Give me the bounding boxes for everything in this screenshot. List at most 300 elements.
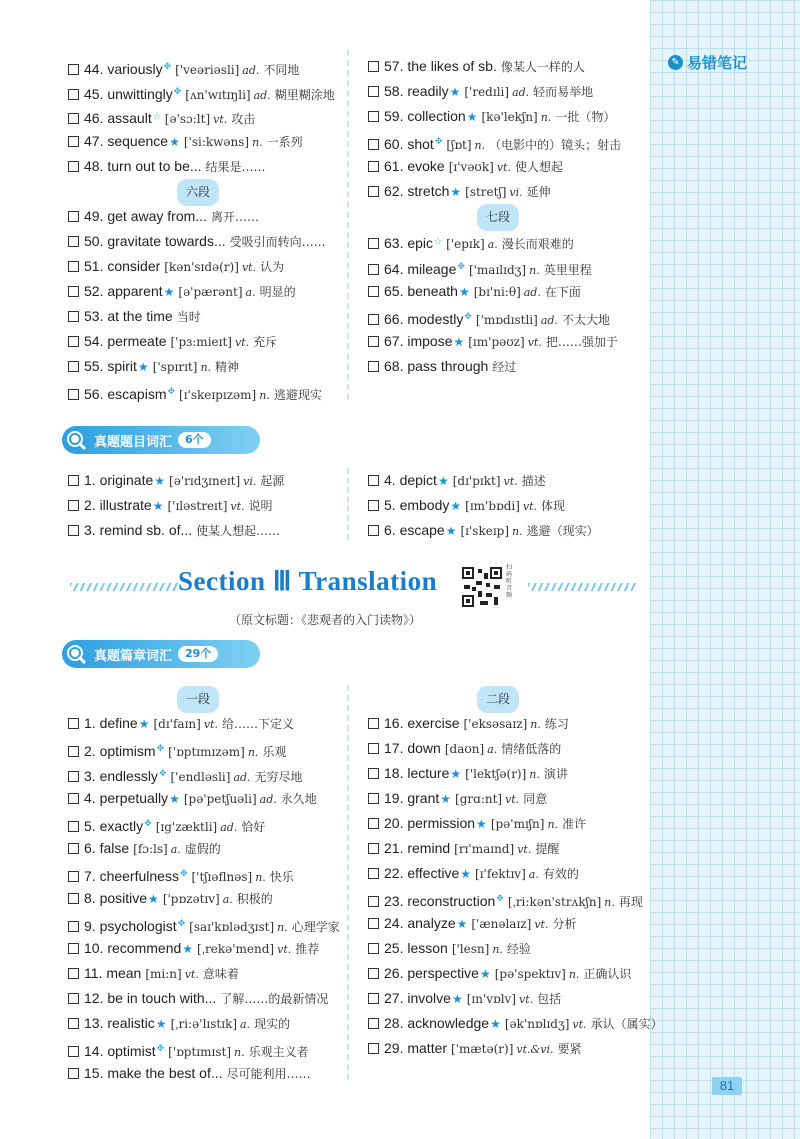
chinese-meaning: 演讲 bbox=[543, 767, 568, 781]
word-column-bottom-right bbox=[368, 686, 663, 1061]
vocab-word: 50. gravitate towards... bbox=[84, 233, 226, 249]
star-icon: ★ bbox=[458, 285, 470, 299]
chinese-meaning: 无穷尽地 bbox=[254, 770, 303, 784]
checkbox-icon[interactable] bbox=[68, 771, 79, 782]
part-of-speech: a. bbox=[170, 843, 181, 856]
vocab-item bbox=[368, 961, 663, 986]
part-of-speech: n. bbox=[259, 389, 270, 402]
checkbox-icon[interactable] bbox=[368, 1043, 379, 1054]
paragraph-label: 一段 bbox=[177, 686, 219, 713]
phonetic: [dɪ'faɪn] bbox=[153, 717, 201, 731]
vocab-word: 6. false bbox=[84, 840, 130, 856]
chinese-meaning: 受吸引而转向…… bbox=[229, 235, 326, 249]
checkbox-icon[interactable] bbox=[68, 89, 79, 100]
part-of-speech: n. bbox=[492, 943, 503, 956]
vocab-word: 46. assault bbox=[84, 110, 152, 126]
vocab-item bbox=[368, 1011, 663, 1036]
checkbox-icon[interactable] bbox=[368, 743, 379, 754]
frequency-mark-icon: ✥ bbox=[177, 918, 186, 928]
vocab-word: 24. analyze bbox=[384, 915, 456, 931]
checkbox-icon[interactable] bbox=[368, 718, 379, 729]
vocab-word: 10. recommend bbox=[84, 940, 182, 956]
phonetic: ['lektʃə(r)] bbox=[465, 767, 527, 781]
vocab-item bbox=[68, 154, 335, 179]
vocab-word: 16. exercise bbox=[384, 715, 460, 731]
word-column-top-left bbox=[68, 54, 335, 404]
paragraph-label-row bbox=[368, 686, 628, 711]
chinese-meaning: 说明 bbox=[248, 499, 273, 513]
phonetic: ['redɪli] bbox=[464, 85, 510, 99]
vocab-item bbox=[68, 104, 335, 129]
chinese-meaning: 尽可能利用…… bbox=[226, 1067, 311, 1081]
vocab-item bbox=[68, 811, 340, 836]
vocab-word: 8. positive bbox=[84, 890, 148, 906]
star-icon: ★ bbox=[182, 942, 194, 956]
checkbox-icon[interactable] bbox=[368, 968, 379, 979]
vocab-item bbox=[68, 1036, 340, 1061]
vocab-word: 4. depict bbox=[384, 472, 437, 488]
vocab-word: 62. stretch bbox=[384, 183, 450, 199]
phonetic: [ɪg'zæktli] bbox=[155, 820, 218, 834]
vocab-item bbox=[368, 986, 663, 1011]
part-of-speech: n. bbox=[530, 718, 541, 731]
part-of-speech: vt. bbox=[505, 793, 520, 806]
vocab-item bbox=[68, 711, 340, 736]
vocab-item bbox=[68, 468, 284, 493]
checkbox-icon[interactable] bbox=[68, 893, 79, 904]
part-of-speech: vt. bbox=[503, 475, 518, 488]
phonetic: [daʊn] bbox=[444, 742, 485, 756]
vocab-item bbox=[368, 711, 663, 736]
vocab-word: 14. optimist bbox=[84, 1043, 156, 1059]
part-of-speech: ad. bbox=[242, 64, 260, 77]
vocab-item bbox=[368, 354, 628, 379]
checkbox-icon[interactable] bbox=[68, 921, 79, 932]
vocab-item bbox=[68, 836, 340, 861]
phonetic: [rɪ'maɪnd] bbox=[454, 842, 515, 856]
checkbox-icon[interactable] bbox=[68, 718, 79, 729]
vocab-item bbox=[368, 836, 663, 861]
phonetic: ['pɜ:mieɪt] bbox=[170, 335, 232, 349]
checkbox-icon[interactable] bbox=[368, 314, 379, 325]
star-icon: ★ bbox=[440, 792, 452, 806]
vocab-word: 1. define bbox=[84, 715, 138, 731]
chinese-meaning: 漫长而艰难的 bbox=[501, 237, 574, 251]
qr-code-icon[interactable] bbox=[462, 567, 502, 607]
checkbox-icon[interactable] bbox=[368, 475, 379, 486]
vocab-word: 20. permission bbox=[384, 815, 476, 831]
phonetic: [pə'mɪʃn] bbox=[490, 817, 545, 831]
star-icon: ★ bbox=[169, 792, 180, 806]
vocab-item bbox=[368, 1036, 663, 1061]
checkbox-icon[interactable] bbox=[68, 843, 79, 854]
chinese-meaning: 给……下定义 bbox=[221, 717, 294, 731]
checkbox-icon[interactable] bbox=[68, 261, 79, 272]
decor-stripe-left bbox=[70, 583, 178, 591]
part-of-speech: vt. bbox=[234, 336, 250, 349]
part-of-speech: a. bbox=[240, 1018, 251, 1031]
vocab-word: 58. readily bbox=[384, 83, 449, 99]
phonetic: [ɪ'fektɪv] bbox=[475, 867, 526, 881]
chinese-meaning: 逃避（现实） bbox=[526, 524, 599, 538]
word-column-mid-left bbox=[68, 468, 284, 543]
banner-passage-vocab bbox=[62, 640, 260, 668]
part-of-speech: n. bbox=[234, 1046, 245, 1059]
chinese-meaning: 一系列 bbox=[266, 135, 303, 149]
word-column-mid-right bbox=[368, 468, 599, 543]
part-of-speech: vt. bbox=[184, 968, 199, 981]
vocab-word: 6. escape bbox=[384, 522, 445, 538]
chinese-meaning: 要紧 bbox=[557, 1042, 582, 1056]
checkbox-icon[interactable] bbox=[68, 1018, 79, 1029]
chinese-meaning: 练习 bbox=[544, 717, 569, 731]
checkbox-icon[interactable] bbox=[368, 61, 379, 72]
chinese-meaning: 永久地 bbox=[280, 792, 317, 806]
banner-count: 6个 bbox=[178, 432, 211, 448]
chinese-meaning: 离开…… bbox=[210, 210, 259, 224]
checkbox-icon[interactable] bbox=[68, 161, 79, 172]
chinese-meaning: 同意 bbox=[523, 792, 548, 806]
phonetic: [mi:n] bbox=[145, 967, 182, 981]
chinese-meaning: （电影中的）镜头；射击 bbox=[489, 138, 622, 152]
checkbox-icon[interactable] bbox=[68, 136, 79, 147]
frequency-mark-icon: ✥ bbox=[158, 768, 167, 778]
word-column-top-right bbox=[368, 54, 628, 379]
vocab-word: 5. exactly bbox=[84, 818, 144, 834]
vocab-word: 17. down bbox=[384, 740, 441, 756]
vocab-word: 47. sequence bbox=[84, 133, 169, 149]
star-icon: ★ bbox=[154, 474, 166, 488]
vocab-item bbox=[68, 204, 335, 229]
vocab-word: 15. make the best of... bbox=[84, 1065, 223, 1081]
pen-icon: ✎ bbox=[668, 55, 683, 70]
part-of-speech: n. bbox=[540, 111, 552, 124]
part-of-speech: n. bbox=[604, 896, 615, 909]
frequency-mark-icon: ✥ bbox=[156, 743, 165, 753]
phonetic: ['mɒdɪstli] bbox=[475, 313, 538, 327]
checkbox-icon[interactable] bbox=[68, 871, 79, 882]
vocab-item bbox=[68, 229, 335, 254]
phonetic: [ɪ'skeɪp] bbox=[460, 524, 510, 538]
decor-stripe-right bbox=[528, 583, 636, 591]
paragraph-label: 二段 bbox=[477, 686, 519, 713]
part-of-speech: n. bbox=[512, 525, 523, 538]
checkbox-icon[interactable] bbox=[68, 113, 79, 124]
star-icon: ★ bbox=[450, 767, 462, 781]
checkbox-icon[interactable] bbox=[68, 311, 79, 322]
checkbox-icon[interactable] bbox=[68, 211, 79, 222]
checkbox-icon[interactable] bbox=[368, 896, 379, 907]
vocab-word: 55. spirit bbox=[84, 358, 137, 374]
vocab-item bbox=[68, 518, 284, 543]
phonetic: [ʌn'wɪtɪŋli] bbox=[185, 88, 251, 102]
checkbox-icon[interactable] bbox=[68, 525, 79, 536]
star-icon: ★ bbox=[479, 967, 491, 981]
vocab-item bbox=[68, 986, 340, 1011]
part-of-speech: ad. bbox=[220, 821, 238, 834]
chinese-meaning: 攻击 bbox=[231, 112, 256, 126]
paragraph-label: 六段 bbox=[177, 179, 219, 206]
checkbox-icon[interactable] bbox=[368, 993, 379, 1004]
vocab-item bbox=[368, 911, 663, 936]
vocab-item bbox=[368, 936, 663, 961]
part-of-speech: n. bbox=[247, 746, 259, 759]
vocab-item bbox=[68, 886, 340, 911]
sidebar-title bbox=[668, 52, 747, 73]
checkbox-icon[interactable] bbox=[368, 768, 379, 779]
vocab-word: 23. reconstruction bbox=[384, 893, 496, 909]
checkbox-icon[interactable] bbox=[68, 236, 79, 247]
vocab-word: 7. cheerfulness bbox=[84, 868, 179, 884]
phonetic: [pə'petʃuəli] bbox=[183, 792, 257, 806]
checkbox-icon[interactable] bbox=[368, 525, 379, 536]
vocab-word: 27. involve bbox=[384, 990, 451, 1006]
part-of-speech: vt. bbox=[496, 161, 511, 174]
column-divider bbox=[347, 685, 349, 1080]
checkbox-icon[interactable] bbox=[368, 238, 379, 249]
chinese-meaning: 承认（属实） bbox=[590, 1017, 663, 1031]
vocab-item bbox=[368, 329, 628, 354]
vocab-item bbox=[368, 229, 628, 254]
vocab-word: 2. illustrate bbox=[84, 497, 152, 513]
vocab-item bbox=[68, 379, 335, 404]
frequency-mark-icon: ✥ bbox=[434, 136, 443, 146]
phonetic: ['ɒptɪmɪst] bbox=[168, 1045, 232, 1059]
phonetic: ['pɒzətɪv] bbox=[162, 892, 220, 906]
checkbox-icon[interactable] bbox=[68, 968, 79, 979]
part-of-speech: n. bbox=[277, 921, 288, 934]
chinese-meaning: 乐观 bbox=[262, 745, 287, 759]
vocab-item bbox=[368, 886, 663, 911]
star-icon: ★ bbox=[450, 499, 462, 513]
chinese-meaning: 使人想起 bbox=[514, 160, 563, 174]
vocab-word: 65. beneath bbox=[384, 283, 458, 299]
chinese-meaning: 充斥 bbox=[253, 335, 278, 349]
phonetic: [bɪ'ni:θ] bbox=[473, 285, 521, 299]
chinese-meaning: 描述 bbox=[521, 474, 546, 488]
phonetic: [ək'nɒlɪdʒ] bbox=[504, 1017, 570, 1031]
vocab-item bbox=[68, 911, 340, 936]
checkbox-icon[interactable] bbox=[368, 793, 379, 804]
vocab-item bbox=[68, 79, 335, 104]
vocab-item bbox=[68, 54, 335, 79]
chinese-meaning: 认为 bbox=[260, 260, 285, 274]
vocab-item bbox=[68, 493, 284, 518]
checkbox-icon[interactable] bbox=[368, 500, 379, 511]
checkbox-icon[interactable] bbox=[368, 868, 379, 879]
part-of-speech: n. bbox=[529, 264, 540, 277]
chinese-meaning: 不太大地 bbox=[561, 313, 610, 327]
vocab-word: 61. evoke bbox=[384, 158, 445, 174]
part-of-speech: vt. bbox=[572, 1018, 587, 1031]
phonetic: [kən'sɪdə(r)] bbox=[164, 260, 239, 274]
checkbox-icon[interactable] bbox=[368, 139, 379, 150]
phonetic: [pə'spektɪv] bbox=[494, 967, 566, 981]
chinese-meaning: 现实的 bbox=[254, 1017, 291, 1031]
part-of-speech: a. bbox=[245, 286, 256, 299]
vocab-word: 45. unwittingly bbox=[84, 86, 173, 102]
phonetic: [ə'rɪdʒɪneɪt] bbox=[169, 474, 241, 488]
phonetic: [grɑ:nt] bbox=[455, 792, 503, 806]
vocab-item bbox=[368, 736, 663, 761]
frequency-mark-icon: ✥ bbox=[464, 311, 472, 321]
chinese-meaning: 体现 bbox=[541, 499, 566, 513]
checkbox-icon[interactable] bbox=[68, 943, 79, 954]
checkbox-icon[interactable] bbox=[368, 161, 379, 172]
outline-star-icon: ☆ bbox=[434, 236, 443, 246]
checkbox-icon[interactable] bbox=[68, 500, 79, 511]
vocab-item bbox=[368, 761, 663, 786]
chinese-meaning: 逃避现实 bbox=[273, 388, 322, 402]
vocab-word: 60. shot bbox=[384, 136, 434, 152]
vocab-word: 68. pass through bbox=[384, 358, 489, 374]
checkbox-icon[interactable] bbox=[368, 111, 379, 122]
vocab-word: 1. originate bbox=[84, 472, 154, 488]
part-of-speech: vi. bbox=[243, 475, 257, 488]
phonetic: [ˌri:ə'lɪstɪk] bbox=[170, 1017, 238, 1031]
phonetic: [ɪ'skeɪpɪzəm] bbox=[179, 388, 257, 402]
vocab-word: 13. realistic bbox=[84, 1015, 155, 1031]
part-of-speech: vt. bbox=[230, 500, 245, 513]
checkbox-icon[interactable] bbox=[368, 361, 379, 372]
checkbox-icon[interactable] bbox=[68, 1068, 79, 1079]
star-icon: ★ bbox=[163, 285, 175, 299]
vocab-item bbox=[68, 279, 335, 304]
checkbox-icon[interactable] bbox=[68, 746, 79, 757]
vocab-item bbox=[368, 786, 663, 811]
part-of-speech: vt. bbox=[213, 113, 228, 126]
phonetic: ['si:kwəns] bbox=[183, 135, 250, 149]
vocab-word: 9. psychologist bbox=[84, 918, 177, 934]
part-of-speech: vt. bbox=[277, 943, 292, 956]
part-of-speech: n. bbox=[255, 871, 266, 884]
vocab-word: 53. at the time bbox=[84, 308, 173, 324]
star-icon: ★ bbox=[449, 85, 461, 99]
phonetic: [kə'lekʃn] bbox=[481, 110, 538, 124]
phonetic: ['maɪlɪdʒ] bbox=[468, 263, 527, 277]
part-of-speech: ad. bbox=[259, 793, 277, 806]
part-of-speech: a. bbox=[528, 868, 539, 881]
vocab-word: 49. get away from... bbox=[84, 208, 207, 224]
vocab-item bbox=[368, 493, 599, 518]
outline-star-icon: ☆ bbox=[152, 111, 161, 121]
phonetic: ['ɪləstreɪt] bbox=[167, 499, 228, 513]
star-icon: ★ bbox=[152, 499, 164, 513]
vocab-item bbox=[368, 79, 628, 104]
chinese-meaning: 英里里程 bbox=[543, 263, 592, 277]
checkbox-icon[interactable] bbox=[68, 361, 79, 372]
chinese-meaning: 使某人想起…… bbox=[196, 524, 281, 538]
checkbox-icon[interactable] bbox=[368, 1018, 379, 1029]
phonetic: ['veəriəsli] bbox=[175, 63, 240, 77]
checkbox-icon[interactable] bbox=[368, 86, 379, 97]
checkbox-icon[interactable] bbox=[368, 286, 379, 297]
vocab-item bbox=[368, 179, 628, 204]
checkbox-icon[interactable] bbox=[368, 336, 379, 347]
phonetic: [ˌrekə'mend] bbox=[197, 942, 275, 956]
part-of-speech: vi. bbox=[509, 186, 523, 199]
checkbox-icon[interactable] bbox=[68, 64, 79, 75]
phonetic: ['spɪrɪt] bbox=[152, 360, 198, 374]
chinese-meaning: 情绪低落的 bbox=[501, 742, 562, 756]
chinese-meaning: 糊里糊涂地 bbox=[274, 88, 335, 102]
chinese-meaning: 经过 bbox=[492, 360, 517, 374]
chinese-meaning: 延伸 bbox=[526, 185, 551, 199]
checkbox-icon[interactable] bbox=[368, 918, 379, 929]
vocab-item bbox=[368, 104, 628, 129]
part-of-speech: n. bbox=[547, 818, 559, 831]
checkbox-icon[interactable] bbox=[68, 286, 79, 297]
checkbox-icon[interactable] bbox=[68, 475, 79, 486]
checkbox-icon[interactable] bbox=[68, 336, 79, 347]
vocab-item bbox=[368, 279, 628, 304]
vocab-word: 2. optimism bbox=[84, 743, 156, 759]
vocab-item bbox=[68, 786, 340, 811]
checkbox-icon[interactable] bbox=[368, 264, 379, 275]
sidebar-title-text: 易错笔记 bbox=[687, 54, 748, 72]
vocab-word: 29. matter bbox=[384, 1040, 448, 1056]
chinese-meaning: 快乐 bbox=[269, 870, 294, 884]
part-of-speech: vt.&vi. bbox=[516, 1043, 554, 1056]
star-icon: ★ bbox=[451, 992, 463, 1006]
part-of-speech: n. bbox=[200, 361, 212, 374]
vocab-word: 18. lecture bbox=[384, 765, 450, 781]
vocab-item bbox=[68, 936, 340, 961]
paragraph-label-row bbox=[68, 686, 328, 711]
word-column-bottom-left bbox=[68, 686, 340, 1086]
star-icon: ★ bbox=[476, 817, 487, 831]
banner-label: 真题题目词汇 bbox=[94, 434, 173, 450]
banner-count: 29个 bbox=[178, 646, 218, 662]
vocab-word: 19. grant bbox=[384, 790, 440, 806]
checkbox-icon[interactable] bbox=[368, 818, 379, 829]
vocab-item bbox=[68, 861, 340, 886]
vocab-item bbox=[368, 811, 663, 836]
vocab-item bbox=[68, 354, 335, 379]
part-of-speech: vt. bbox=[517, 843, 532, 856]
frequency-mark-icon: ✥ bbox=[167, 386, 176, 396]
vocab-item bbox=[368, 304, 628, 329]
section-heading bbox=[178, 566, 437, 597]
qr-caption: 扫码听音频 bbox=[506, 564, 513, 599]
phonetic: [ʃɒt] bbox=[446, 138, 472, 152]
vocab-word: 3. remind sb. of... bbox=[84, 522, 193, 538]
checkbox-icon[interactable] bbox=[68, 793, 79, 804]
checkbox-icon[interactable] bbox=[68, 821, 79, 832]
star-icon: ★ bbox=[450, 185, 462, 199]
phonetic: [ɪn'vɒlv] bbox=[466, 992, 517, 1006]
chinese-meaning: 积极的 bbox=[236, 892, 273, 906]
part-of-speech: ad. bbox=[233, 771, 251, 784]
checkbox-icon[interactable] bbox=[368, 943, 379, 954]
chinese-meaning: 正确认识 bbox=[583, 967, 632, 981]
frequency-mark-icon: ✥ bbox=[156, 1043, 165, 1053]
vocab-item bbox=[68, 761, 340, 786]
checkbox-icon[interactable] bbox=[368, 186, 379, 197]
checkbox-icon[interactable] bbox=[68, 389, 79, 400]
checkbox-icon[interactable] bbox=[68, 1046, 79, 1057]
vocab-word: 21. remind bbox=[384, 840, 451, 856]
checkbox-icon[interactable] bbox=[368, 843, 379, 854]
chinese-meaning: 恰好 bbox=[241, 820, 266, 834]
chinese-meaning: 包括 bbox=[537, 992, 562, 1006]
star-icon: ★ bbox=[490, 1017, 501, 1031]
vocab-item bbox=[68, 1011, 340, 1036]
star-icon: ★ bbox=[453, 335, 465, 349]
checkbox-icon[interactable] bbox=[68, 993, 79, 1004]
part-of-speech: n. bbox=[474, 139, 486, 152]
phonetic: ['mætə(r)] bbox=[451, 1042, 514, 1056]
